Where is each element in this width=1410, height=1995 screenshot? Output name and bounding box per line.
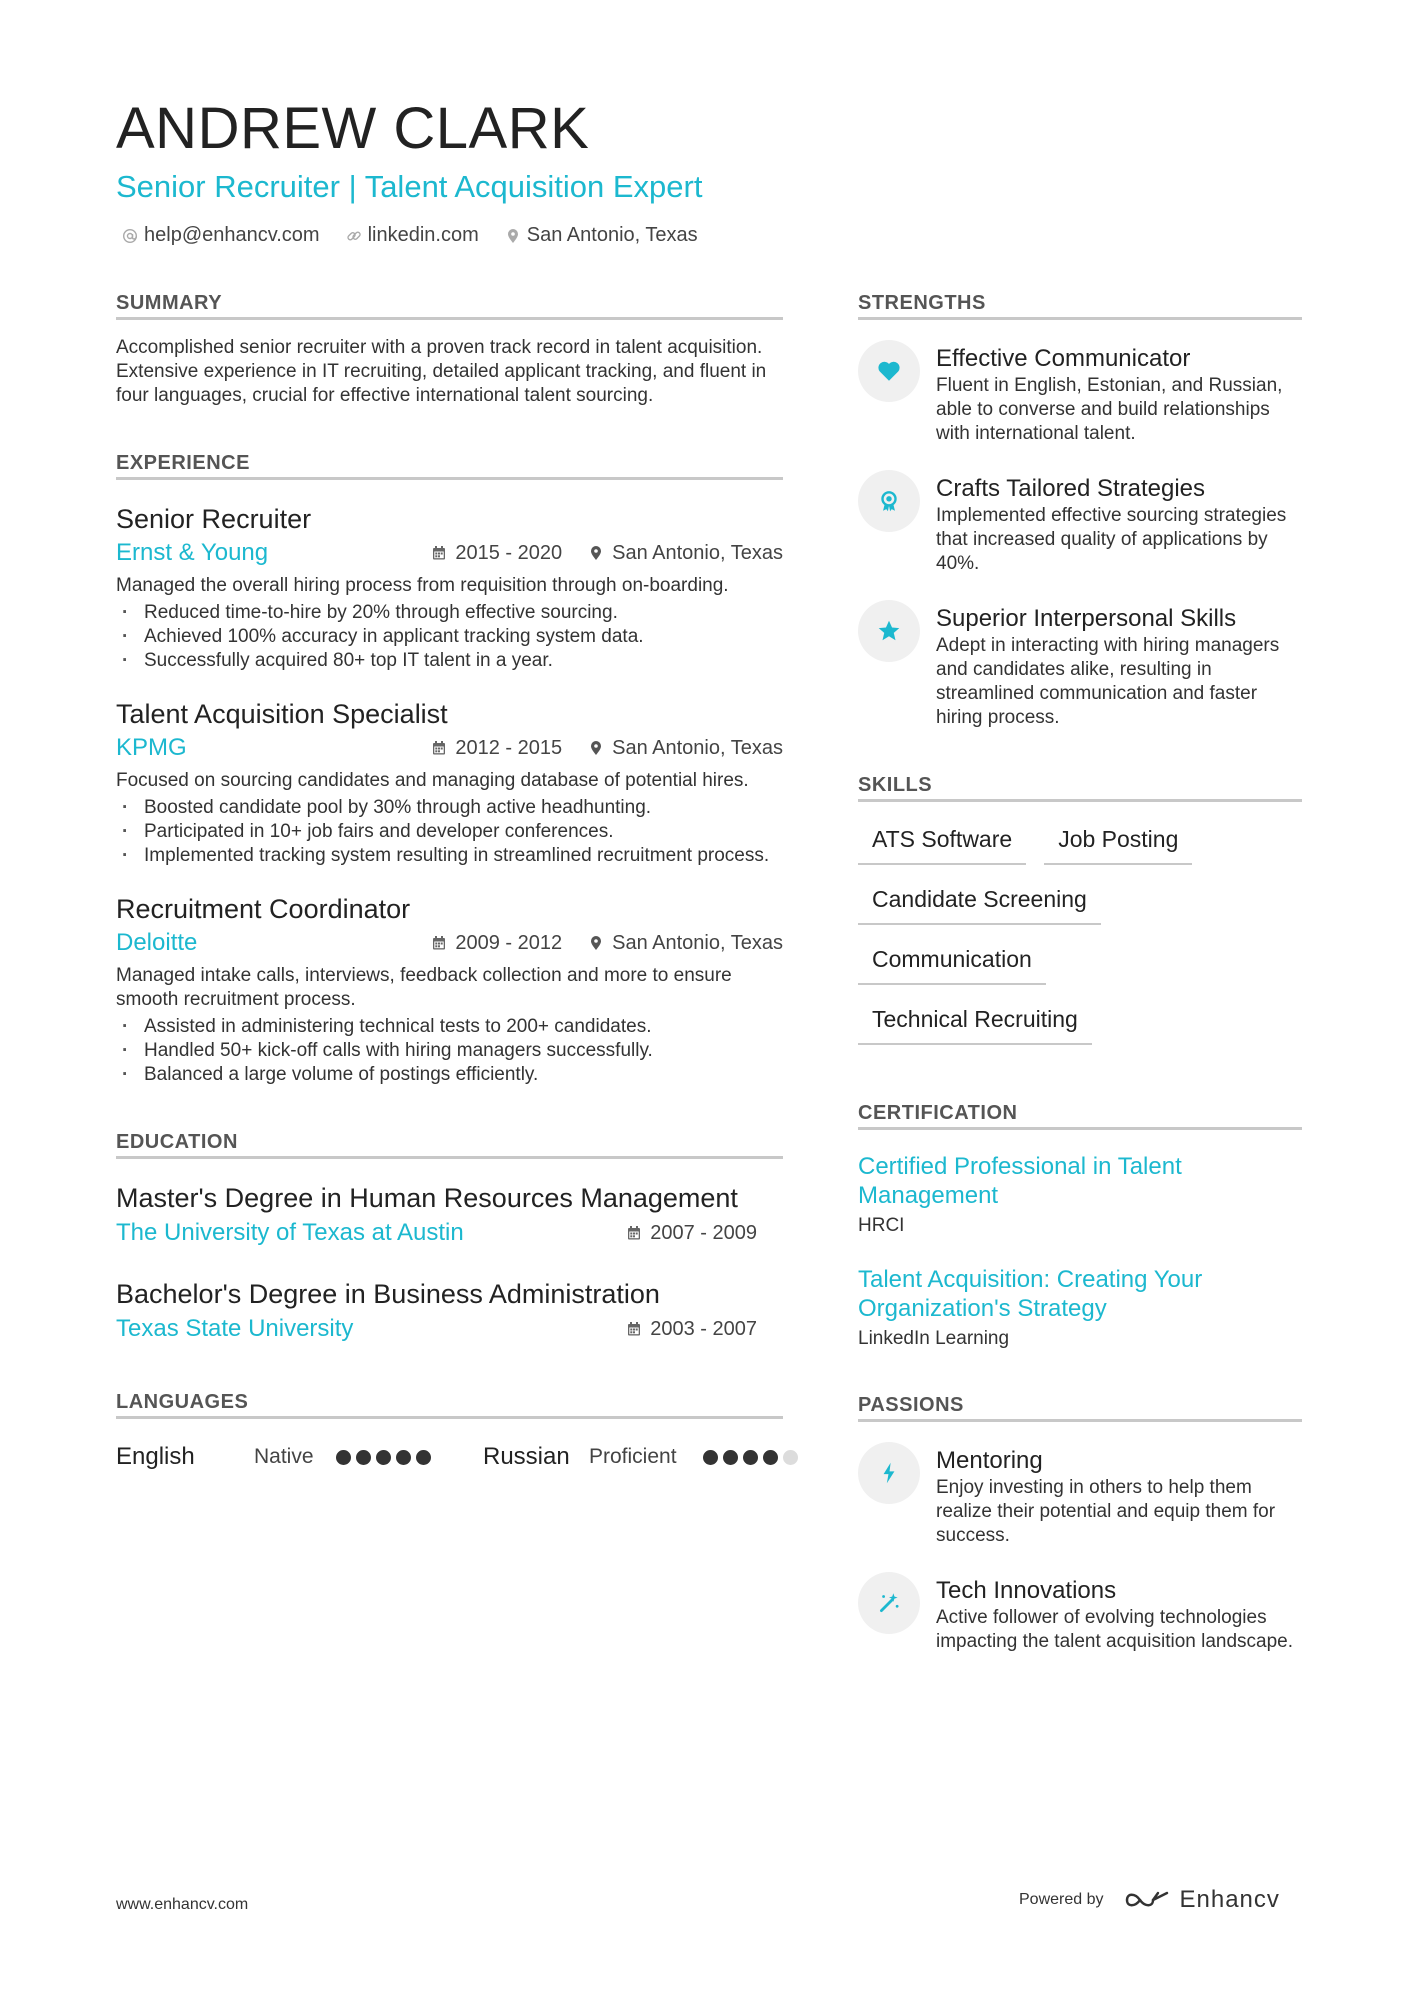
award-icon	[876, 488, 902, 514]
candidate-name: ANDREW CLARK	[116, 96, 590, 161]
education-entry	[116, 1277, 783, 1347]
job-achievements	[116, 796, 783, 868]
strength-title: Crafts Tailored Strategies	[936, 475, 1206, 502]
contact-linkedin[interactable]	[346, 224, 479, 247]
degree-title: Bachelor's Degree in Business Administration	[116, 1279, 660, 1309]
company-name: KPMG	[116, 734, 187, 761]
skill-tag: ATS Software	[858, 818, 1026, 865]
language-level: Proficient	[589, 1445, 677, 1468]
summary-heading: SUMMARY	[116, 292, 783, 320]
map-pin-icon	[505, 228, 521, 244]
strengths-section	[858, 292, 1302, 730]
job-title: Senior Recruiter	[116, 504, 312, 534]
certification-title: Talent Acquisition: Creating Your Organization's Strategy	[858, 1266, 1203, 1322]
rating-dot-filled	[763, 1450, 778, 1465]
star-icon	[876, 618, 902, 644]
achievement-item: · Handled 50+ kick-off calls with hiring managers successfully.	[116, 1039, 783, 1063]
degree-title: Master's Degree in Human Resources Management	[116, 1183, 738, 1213]
job-title: Recruitment Coordinator	[116, 894, 411, 924]
certification-title: Certified Professional in Talent Management	[858, 1153, 1182, 1209]
passion-item	[858, 1442, 1302, 1548]
language-name: English	[116, 1443, 195, 1470]
skill-tag: Job Posting	[1044, 818, 1192, 865]
passion-title: Tech Innovations	[936, 1577, 1117, 1604]
map-pin-icon	[588, 740, 604, 756]
rating-dot-filled	[356, 1450, 371, 1465]
calendar-icon	[626, 1321, 642, 1337]
job-location-text: San Antonio, Texas	[612, 541, 783, 564]
job-meta-details	[431, 737, 783, 760]
passions-heading: PASSIONS	[858, 1394, 1302, 1422]
languages-section	[116, 1391, 783, 1473]
map-pin-icon	[588, 935, 604, 951]
footer-website[interactable]: www.enhancv.com	[116, 1896, 249, 1913]
achievement-item: · Boosted candidate pool by 30% through active headhunting.	[116, 796, 783, 820]
rating-dot-filled	[396, 1450, 411, 1465]
left-column	[116, 292, 783, 1517]
job-dates-text: 2015 - 2020	[455, 541, 563, 564]
achievement-item: · Implemented tracking system resulting in streamlined recruitment process.	[116, 844, 783, 868]
education-dates-text: 2003 - 2007	[650, 1317, 757, 1340]
calendar-icon	[431, 545, 447, 561]
strength-title: Superior Interpersonal Skills	[936, 605, 1237, 632]
rating-dot-filled	[703, 1450, 718, 1465]
strength-item	[858, 340, 1302, 446]
language-level: Native	[254, 1445, 314, 1468]
language-item	[483, 1443, 798, 1471]
passions-section	[858, 1394, 1302, 1654]
contact-location-text: San Antonio, Texas	[526, 224, 698, 246]
language-rating	[336, 1450, 431, 1465]
job-location-text: San Antonio, Texas	[612, 931, 783, 954]
job-dates	[431, 932, 562, 955]
strength-description: Fluent in English, Estonian, and Russian, able to converse and build relationships with international talent.	[936, 375, 1283, 444]
heart-icon	[876, 358, 902, 384]
job-meta	[116, 731, 783, 765]
achievement-item: · Balanced a large volume of postings efficiently.	[116, 1063, 783, 1087]
job-location	[588, 737, 783, 760]
experience-heading: EXPERIENCE	[116, 452, 783, 480]
link-icon	[346, 228, 362, 244]
strength-item	[858, 470, 1302, 576]
strength-description: Implemented effective sourcing strategies that increased quality of applications by 40%.	[936, 505, 1287, 574]
achievement-item: · Reduced time-to-hire by 20% through effective sourcing.	[116, 601, 783, 625]
rating-dot-filled	[416, 1450, 431, 1465]
magic-wand-icon	[876, 1590, 902, 1616]
brand-logo[interactable]	[1124, 1886, 1280, 1914]
skills-section	[858, 774, 1302, 1058]
job-dates	[431, 737, 562, 760]
map-pin-icon	[588, 545, 604, 561]
calendar-icon	[626, 1225, 642, 1241]
job-location	[588, 932, 783, 955]
strength-item	[858, 600, 1302, 730]
certification-section	[858, 1102, 1302, 1350]
education-meta	[116, 1311, 783, 1347]
passion-description: Active follower of evolving technologies impacting the talent acquisition landscape.	[936, 1607, 1294, 1652]
summary-text: Accomplished senior recruiter with a proven track record in talent acquisition. Extensive experience in IT recruiting, detailed applicant tracking, and fluent in four languages, crucial for effective international talent sourcing.	[116, 337, 767, 406]
skills-list	[858, 818, 1302, 1058]
education-dates-text: 2007 - 2009	[650, 1221, 757, 1244]
achievement-item: · Participated in 10+ job fairs and developer conferences.	[116, 820, 783, 844]
job-dates-text: 2009 - 2012	[455, 931, 563, 954]
certification-entry	[858, 1152, 1302, 1237]
strength-icon-badge	[858, 600, 920, 662]
school-name: The University of Texas at Austin	[116, 1219, 464, 1246]
rating-dot-filled	[743, 1450, 758, 1465]
job-dates	[431, 542, 562, 565]
calendar-icon	[431, 935, 447, 951]
brand-name: Enhancv	[1179, 1886, 1280, 1913]
job-title: Talent Acquisition Specialist	[116, 699, 448, 729]
languages-list	[116, 1441, 783, 1473]
passion-icon-badge	[858, 1572, 920, 1634]
language-name: Russian	[483, 1443, 570, 1470]
certification-issuer: HRCI	[858, 1215, 905, 1236]
job-location-text: San Antonio, Texas	[612, 736, 783, 759]
passion-title: Mentoring	[936, 1447, 1043, 1474]
skills-heading: SKILLS	[858, 774, 1302, 802]
summary-section	[116, 292, 783, 408]
footer-branding	[1019, 1886, 1280, 1914]
job-meta	[116, 926, 783, 960]
job-location	[588, 542, 783, 565]
languages-heading: LANGUAGES	[116, 1391, 783, 1419]
job-meta-details	[431, 542, 783, 565]
experience-section	[116, 452, 783, 1087]
education-entry	[116, 1181, 783, 1251]
contact-email[interactable]	[122, 224, 320, 247]
company-name: Deloitte	[116, 929, 198, 956]
job-description: Focused on sourcing candidates and managing database of potential hires.	[116, 770, 749, 791]
strength-icon-badge	[858, 340, 920, 402]
contact-location	[505, 224, 698, 247]
skill-tag: Communication	[858, 938, 1046, 985]
certification-heading: CERTIFICATION	[858, 1102, 1302, 1130]
enhancv-logo-icon	[1124, 1888, 1170, 1912]
experience-entry	[116, 697, 783, 868]
rating-dot-filled	[376, 1450, 391, 1465]
candidate-headline: Senior Recruiter | Talent Acquisition Expert	[116, 169, 703, 204]
passion-item	[858, 1572, 1302, 1654]
achievement-item: · Assisted in administering technical tests to 200+ candidates.	[116, 1015, 783, 1039]
certification-issuer: LinkedIn Learning	[858, 1328, 1010, 1349]
achievement-item: · Successfully acquired 80+ top IT talent in a year.	[116, 649, 783, 673]
rating-dot-filled	[723, 1450, 738, 1465]
strength-description: Adept in interacting with hiring managers and candidates alike, resulting in streamlined communication and faster hiring process.	[936, 635, 1280, 728]
skill-tag: Candidate Screening	[858, 878, 1101, 925]
rating-dot-empty	[783, 1450, 798, 1465]
at-sign-icon	[122, 228, 138, 244]
achievement-item: · Achieved 100% accuracy in applicant tracking system data.	[116, 625, 783, 649]
education-dates	[626, 1318, 757, 1341]
bolt-icon	[876, 1460, 902, 1486]
school-name: Texas State University	[116, 1315, 354, 1342]
language-item	[116, 1443, 431, 1471]
powered-by-label: Powered by	[1019, 1891, 1104, 1908]
strengths-heading: STRENGTHS	[858, 292, 1302, 320]
right-column	[858, 292, 1302, 1698]
job-meta-details	[431, 932, 783, 955]
job-achievements	[116, 1015, 783, 1087]
language-rating	[703, 1450, 798, 1465]
job-description: Managed intake calls, interviews, feedback collection and more to ensure smooth recruitment process.	[116, 965, 732, 1010]
education-heading: EDUCATION	[116, 1131, 783, 1159]
passion-icon-badge	[858, 1442, 920, 1504]
contact-bar	[122, 224, 698, 247]
strength-icon-badge	[858, 470, 920, 532]
skill-tag: Technical Recruiting	[858, 998, 1092, 1045]
contact-email-text: help@enhancv.com	[144, 224, 320, 246]
rating-dot-filled	[336, 1450, 351, 1465]
job-meta	[116, 536, 783, 570]
calendar-icon	[431, 740, 447, 756]
contact-linkedin-text: linkedin.com	[367, 224, 479, 246]
experience-entry	[116, 502, 783, 673]
education-meta	[116, 1215, 783, 1251]
strength-title: Effective Communicator	[936, 345, 1191, 372]
education-section	[116, 1131, 783, 1347]
job-description: Managed the overall hiring process from requisition through on-boarding.	[116, 575, 729, 596]
job-dates-text: 2012 - 2015	[455, 736, 563, 759]
job-achievements	[116, 601, 783, 673]
certification-entry	[858, 1265, 1302, 1350]
experience-entry	[116, 892, 783, 1087]
education-dates	[626, 1222, 757, 1245]
company-name: Ernst & Young	[116, 539, 269, 566]
passion-description: Enjoy investing in others to help them realize their potential and equip them for success.	[936, 1477, 1276, 1546]
